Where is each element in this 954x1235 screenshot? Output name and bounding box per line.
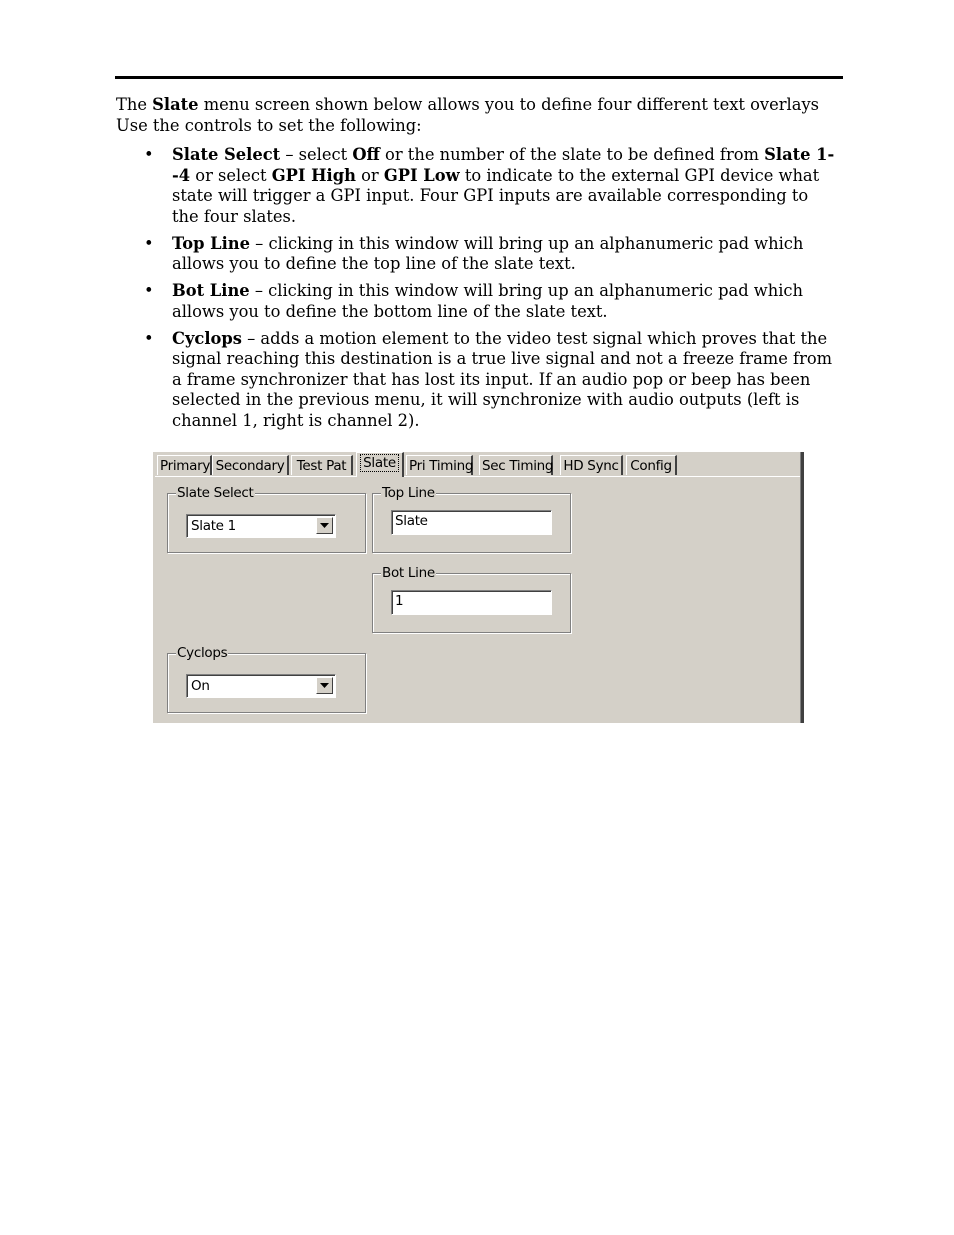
cyclops-label: Cyclops xyxy=(177,645,228,661)
chevron-down-icon[interactable] xyxy=(316,677,333,694)
term: GPI High xyxy=(271,165,356,185)
tab-baseline xyxy=(155,476,800,477)
bot-line-label: Bot Line xyxy=(382,565,435,581)
term: Bot Line xyxy=(172,281,250,300)
slate-select-dropdown[interactable] xyxy=(186,514,336,538)
tab-primary[interactable] xyxy=(157,455,212,475)
intro-line2: Use the controls to set the following: xyxy=(116,115,422,135)
text: – clicking in this window will bring up an alphanumeric pad which allows you to define the top line of the slate text. xyxy=(172,233,804,273)
header-rule xyxy=(115,76,843,79)
cyclops-dropdown[interactable] xyxy=(186,674,336,698)
top-line-input[interactable] xyxy=(391,510,552,535)
intro-text-rest: menu screen shown below allows you to define four different text overlays xyxy=(198,95,820,114)
bullet-dot: • xyxy=(144,281,154,300)
top-line-label: Top Line xyxy=(382,485,435,501)
tab-config[interactable] xyxy=(626,455,677,475)
bullet-list xyxy=(116,145,836,438)
text: to indicate to the external GPI device what state will trigger a GPI input. Four GPI inputs are available corresponding to the four slates. xyxy=(172,165,820,226)
cyclops-group xyxy=(167,645,366,713)
intro-paragraph xyxy=(116,95,846,136)
term: Cyclops xyxy=(172,328,242,348)
bot-line-group xyxy=(372,565,571,633)
tab-label: Pri Timing xyxy=(409,458,474,474)
slate-menu-dialog xyxy=(153,452,804,723)
text: or xyxy=(355,165,384,185)
tab-label: Primary xyxy=(160,458,211,474)
tab-label: Test Pat xyxy=(296,458,347,474)
tab-pri-timing[interactable] xyxy=(406,455,473,475)
bullet-dot: • xyxy=(144,328,154,348)
bullet-dot: • xyxy=(144,145,154,164)
text: – adds a motion element to the video test signal which proves that the signal reaching this destination is a true live signal and not a freeze frame from a frame synchronizer that has lost its input. If an audio pop or beep has been selected in the previous menu, it will synchronize with audio outputs (left is channel 1, right is channel 2). xyxy=(172,328,833,430)
term: GPI Low xyxy=(383,165,460,185)
tab-label: HD Sync xyxy=(563,458,619,474)
term: Slate Select xyxy=(172,145,281,164)
text: or select xyxy=(190,165,272,185)
bot-line-input[interactable] xyxy=(391,590,552,615)
chevron-down-icon[interactable] xyxy=(316,517,333,534)
intro-bold-slate: Slate xyxy=(152,95,199,114)
cyclops-value: On xyxy=(191,678,210,694)
term: Off xyxy=(352,145,380,164)
text: – clicking in this window will bring up an alphanumeric pad which allows you to define the bottom line of the slate text. xyxy=(172,281,804,321)
tab-label: Config xyxy=(630,458,672,474)
tab-test-pat[interactable] xyxy=(291,455,353,475)
top-line-text-input[interactable] xyxy=(394,513,546,529)
top-line-group xyxy=(372,485,571,553)
bullet-dot: • xyxy=(144,233,154,253)
bullet-top-line xyxy=(116,234,836,275)
slate-select-label: Slate Select xyxy=(177,485,254,501)
dialog-border-dark xyxy=(801,452,804,723)
tab-strip xyxy=(153,452,801,478)
text: – select xyxy=(280,145,353,164)
tab-hd-sync[interactable] xyxy=(560,455,623,475)
tab-sec-timing[interactable] xyxy=(479,455,553,475)
tab-label: Secondary xyxy=(215,458,285,474)
term: Top Line xyxy=(172,233,250,253)
slate-select-group xyxy=(167,485,366,553)
intro-text: The xyxy=(116,95,153,114)
bullet-cyclops xyxy=(116,329,836,432)
bullet-bot-line xyxy=(116,281,836,322)
bot-line-text-input[interactable] xyxy=(394,593,546,609)
tab-secondary[interactable] xyxy=(212,455,289,475)
bullet-slate-select xyxy=(116,145,836,227)
tab-slate[interactable] xyxy=(356,452,404,477)
text: or the number of the slate to be defined from xyxy=(379,145,765,164)
slate-select-value: Slate 1 xyxy=(191,518,236,534)
term: Slate 1--4 xyxy=(172,145,835,185)
tab-label: Sec Timing xyxy=(482,458,554,474)
tab-label: Slate xyxy=(363,455,396,471)
